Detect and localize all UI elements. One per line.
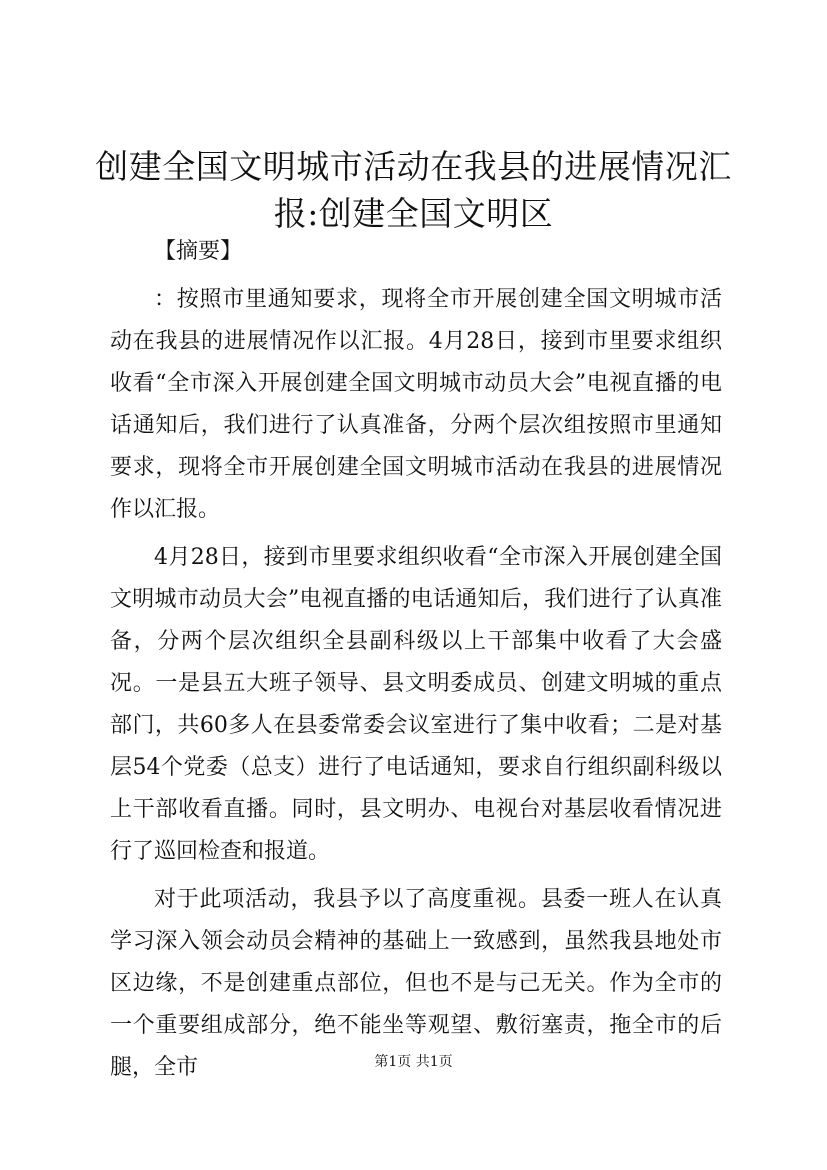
title-line-1: 创建全国文明城市活动在我县的进展情况汇: [95, 147, 732, 186]
page-footer: [0, 1052, 827, 1072]
paragraph-2: 4月28日，接到市里要求组织收看“全市深入开展创建全国文明城市动员大会”电视直播的电话通知后，我们进行了认真准备，分两个层次组织全县副科级以上干部集中收看了大会盛况。一是县五大班子领导、县文明委成员、创建文明城的重点部门，共60多人在县委常委会议室进行了集中收看；二是对基层54个党委（总支）进行了电话通知，要求自行组织副科级以上干部收看直播。同时，县文明办、电视台对基层收看情况进行了巡回检查和报道。: [110, 545, 722, 864]
title-line-2: 报:创建全国文明区: [273, 194, 554, 233]
abstract-label: 【摘要】: [154, 239, 243, 264]
document-title: [90, 143, 737, 237]
paragraph-1: ：按照市里通知要求，现将全市开展创建全国文明城市活动在我县的进展情况作以汇报。4月28日，接到市里要求组织收看“全市深入开展创建全国文明城市动员大会”电视直播的电话通知后，我们进行了认真准备，分两个层次组按照市里通知要求，现将全市开展创建全国文明城市活动在我县的进展情况作以汇报。: [110, 287, 722, 522]
paragraph-3: 对于此项活动，我县予以了高度重视。县委一班人在认真学习深入领会动员会精神的基础上一致感到，虽然我县地处市区边缘，不是创建重点部位，但也不是与己无关。作为全市的一个重要组成部分，绝不能坐等观望、敷衍塞责，拖全市的后腿，全市: [110, 887, 722, 1080]
document-body: [110, 231, 722, 1089]
page-number: 第1页 共1页: [374, 1054, 453, 1070]
